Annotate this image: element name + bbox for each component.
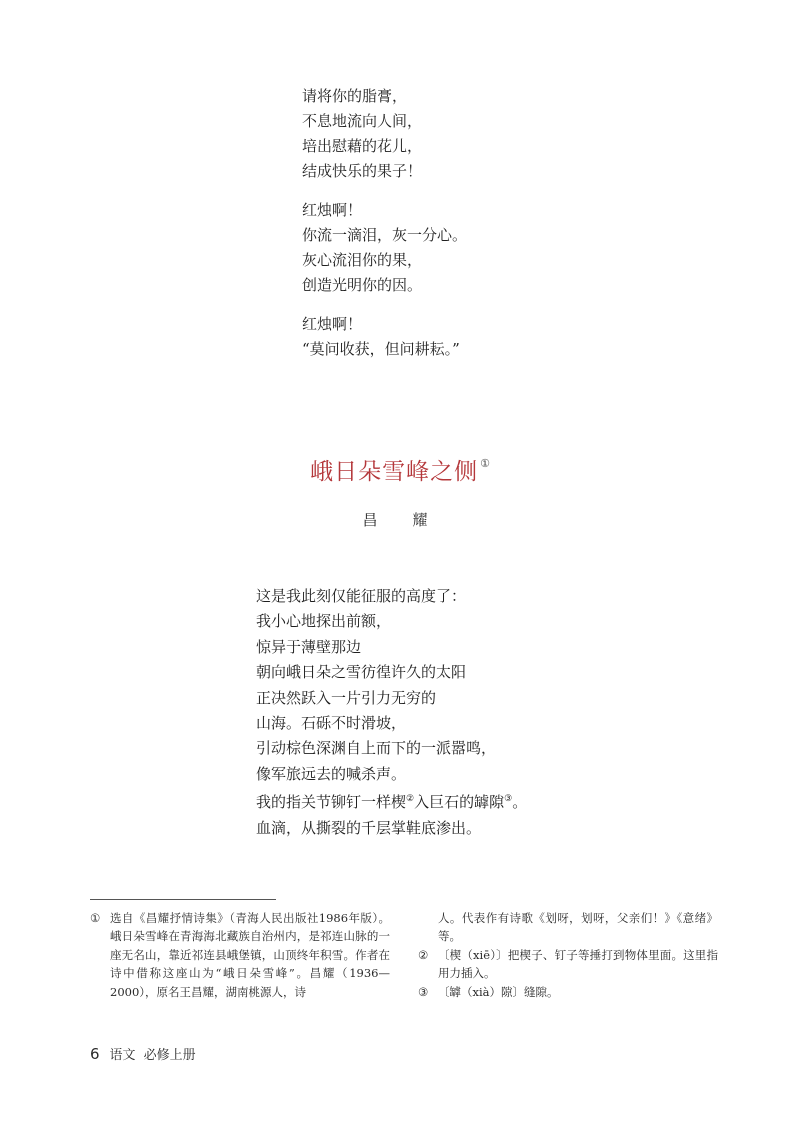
footnote-2-text: 〔楔（xiē）〕把楔子、钉子等捶打到物体里面。这里指用力插入。 <box>438 947 718 981</box>
book-name: 语文 <box>109 1048 136 1063</box>
poem2-line: 惊异于薄壁那边 <box>256 637 362 656</box>
poem-author: 昌 耀 <box>362 511 438 529</box>
footnote-3-mark: ③ <box>418 984 429 999</box>
poem1-line: 红烛啊！ <box>302 315 363 333</box>
poem2-line: 像军旅远去的喊杀声。 <box>256 764 407 783</box>
page-number: 6 <box>90 1045 100 1063</box>
poem-title-text: 峨日朵雪峰之侧 <box>310 459 479 485</box>
poem1-line: 创造光明你的因。 <box>302 276 423 294</box>
poem1-line: 请将你的脂膏， <box>302 87 408 105</box>
poem1-line: 你流一滴泪，灰一分心。 <box>302 226 468 244</box>
footnote-ref-1[interactable]: ① <box>480 457 490 470</box>
poem2-line: 山海。石砾不时滑坡， <box>256 714 407 733</box>
footnote-3 <box>418 983 718 1001</box>
poem2-line: 这是我此刻仅能征服的高度了： <box>256 587 467 605</box>
poem-eridor-snow-peak <box>256 584 656 841</box>
footnotes-right-column <box>418 909 718 1001</box>
footnote-2 <box>418 946 718 983</box>
poem1-line: 培出慰藉的花儿， <box>302 137 423 155</box>
poem2-line: 正决然跃入一片引力无穷的 <box>256 688 437 707</box>
poem1-line: 结成快乐的果子！ <box>302 162 423 180</box>
book-volume: 必修上册 <box>143 1048 196 1063</box>
poem2-line: 我小心地探出前额， <box>256 612 392 631</box>
footnote-ref-2[interactable]: ② <box>406 794 415 805</box>
footnote-1-continuation: 人。代表作有诗歌《划呀，划呀，父亲们！》《意绪》等。 <box>438 911 718 944</box>
poem1-stanza-1 <box>302 84 602 184</box>
poem2-line-part: 。 <box>512 793 528 812</box>
footnote-2-mark: ② <box>418 947 429 962</box>
poem-title <box>0 453 800 486</box>
poem2-line: 朝向峨日朵之雪彷徨许久的太阳 <box>256 663 467 682</box>
poem1-line: 灰心流泪你的果， <box>302 251 423 269</box>
poem2-line-part: 我的指关节铆钉一样楔 <box>256 793 407 812</box>
footnote-1 <box>90 909 390 1001</box>
poem1-line: 红烛啊！ <box>302 201 363 219</box>
footnote-ref-3[interactable]: ③ <box>504 794 513 805</box>
footnote-divider <box>90 899 276 900</box>
poem1-line: “莫问收获，但问耕耘。” <box>302 340 460 358</box>
poem-red-candle-excerpt <box>302 84 602 362</box>
poem2-line: 血滴，从撕裂的千层掌鞋底渗出。 <box>256 818 482 837</box>
poem1-stanza-2 <box>302 198 602 298</box>
poem1-line: 不息地流向人间， <box>302 112 423 130</box>
footnote-1-text: 选自《昌耀抒情诗集》（青海人民出版社1986年版）。峨日朵雪峰在青海海北藏族自治州内，是祁连山脉的一座无名山，靠近祁连县峨堡镇，山顶终年积雪。作者在诗中借称这座山为“峨日朵雪峰”。昌耀（1936—2000），原名王昌耀，湖南桃源人，诗 <box>110 911 390 999</box>
poem2-line-with-notes <box>256 787 656 815</box>
footnote-3-text: 〔罅（xià）隙〕缝隙。 <box>438 984 559 999</box>
footnote-1-mark: ① <box>90 911 101 925</box>
page-footer <box>90 1044 196 1063</box>
poem2-line: 引动棕色深渊自上而下的一派嚣鸣， <box>256 739 497 758</box>
poem1-stanza-3 <box>302 312 602 362</box>
poem2-line-part: 入巨石的罅隙 <box>414 793 505 812</box>
footnotes-left-column <box>90 909 390 1001</box>
